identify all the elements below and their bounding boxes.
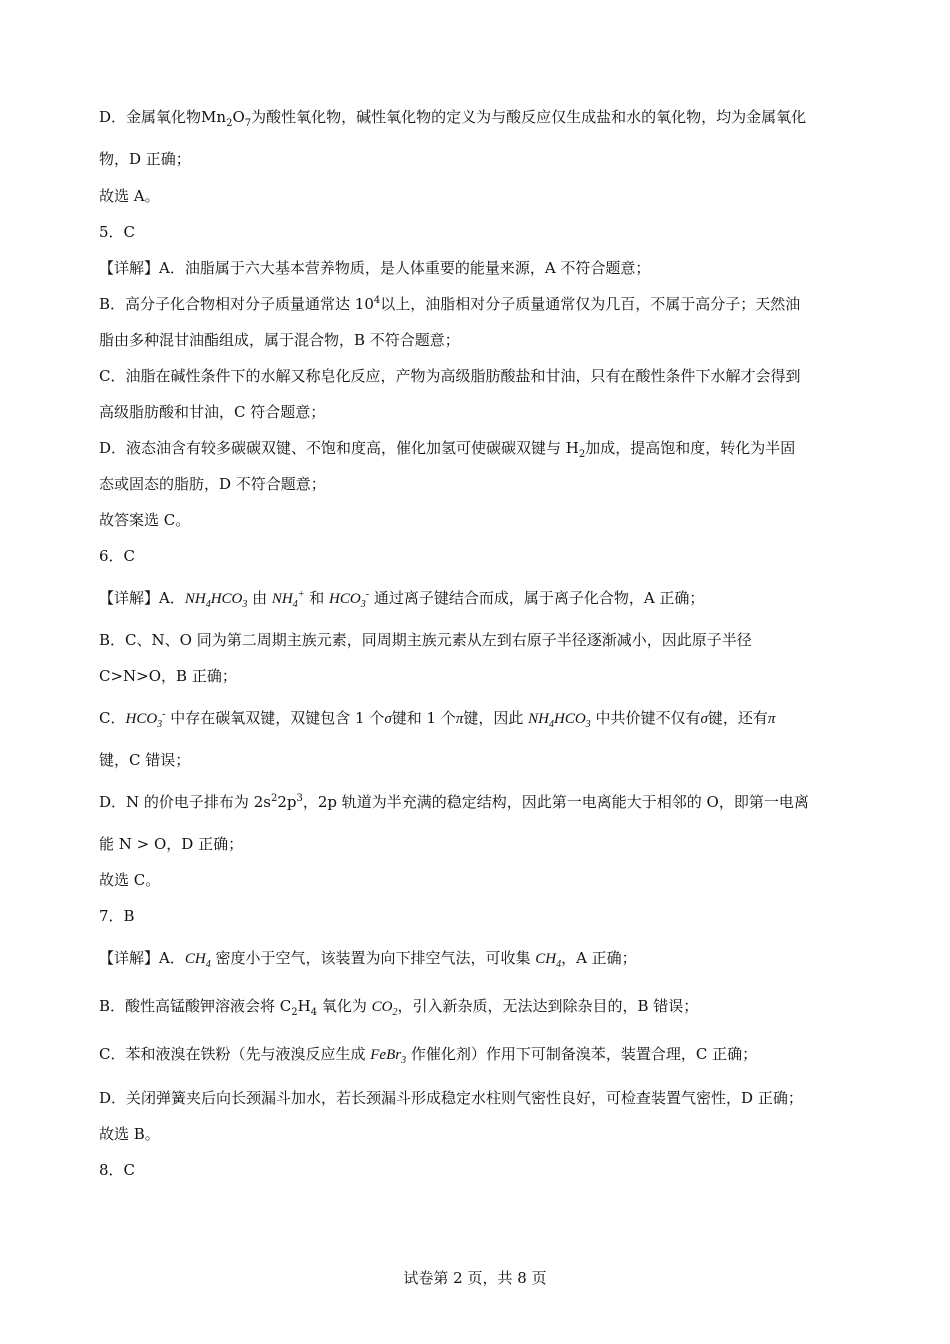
q7-option-c: C．苯和液溴在铁粉（先与液溴反应生成 FeBr$_3$ 作催化剂）作用下可制备溴苯，装置合理，C 正确； (99, 1045, 758, 1066)
q5-option-b-line2: 脂由多种混甘油酯组成，属于混合物，B 不符合题意； (99, 331, 460, 349)
q5-option-c-line2: 高级脂肪酸和甘油，C 符合题意； (99, 403, 326, 421)
q6-option-b-line2: C>N>O，B 正确； (99, 667, 237, 685)
q6-option-c-line2: 键，C 错误； (99, 751, 191, 769)
q7-number: 7．B (99, 907, 135, 925)
q6-conclusion: 故选 C。 (99, 871, 161, 889)
hco3-ion-formula: $HCO_3^-$ (329, 589, 370, 610)
nh4hco3-formula: $NH_4HCO_3$ (184, 591, 248, 610)
q5-option-d-line2: 态或固态的脂肪，D 不符合题意； (99, 475, 326, 493)
page-footer: 试卷第 2 页，共 8 页 (403, 1269, 547, 1287)
q6-option-c-line1: C．$HCO_3^-$ 中存在碳氧双键，双键包含 1 个σ键和 1 个π键，因此 $NH_4HCO_3$ 中共价键不仅有σ键，还有π (99, 709, 776, 730)
q5-number: 5．C (99, 223, 136, 241)
q6-option-b-line1: B．C、N、O 同为第二周期主族元素，同周期主族元素从左到右原子半径逐渐减小，因此原子半径 (99, 631, 752, 649)
q6-number: 6．C (99, 547, 136, 565)
mn2o7-formula: $Mn_2O_7$ (201, 108, 252, 129)
q7-conclusion: 故选 B。 (99, 1125, 160, 1143)
q6-option-d-line1: D．N 的价电子排布为 $2s^22p^3$，2p 轨道为半充满的稳定结构，因此第一电离能大于相邻的 O，即第一电离 (99, 793, 809, 811)
nh4-ion-formula: $NH_4^+$ (271, 589, 305, 610)
q6-option-d-line2: 能 N > O，D 正确； (99, 835, 244, 853)
q5-option-d-line1: D．液态油含有较多碳碳双键、不饱和度高，催化加氢可使碳碳双键与 $H_2$加成，提高饱和度，转化为半固 (99, 439, 796, 460)
q5-option-a: 【详解】A．油脂属于六大基本营养物质，是人体重要的能量来源，A 不符合题意； (99, 259, 651, 277)
q4-d-text-pre: D．金属氧化物 (99, 108, 202, 126)
q4-conclusion: 故选 A。 (99, 187, 160, 205)
q7-option-d: D．关闭弹簧夹后向长颈漏斗加水，若长颈漏斗形成稳定水柱则气密性良好，可检查装置气密性，D 正确； (99, 1089, 803, 1107)
q8-number: 8．C (99, 1161, 136, 1179)
q4-option-d-line2: 物，D 正确； (99, 150, 191, 168)
q4-option-d-line1 (99, 107, 862, 127)
q4-d-text-post: 为酸性氧化物，碱性氧化物的定义为与酸反应仅生成盐和水的氧化物，均为金属氧化 (251, 108, 807, 126)
q5-conclusion: 故答案选 C。 (99, 511, 191, 529)
q7-option-a: 【详解】A．$CH_4$ 密度小于空气，该装置为向下排空气法，可收集 $CH_4$，A 正确； (99, 949, 637, 970)
q5-option-b-line1: B．高分子化合物相对分子质量通常达 $10^4$以上，油脂相对分子质量通常仅为几百，不属于高分子；天然油 (99, 295, 801, 313)
q5-option-c-line1: C．油脂在碱性条件下的水解又称皂化反应，产物为高级脂肪酸盐和甘油，只有在酸性条件下水解才会得到 (99, 367, 801, 385)
q7-option-b: B．酸性高锰酸钾溶液会将 $C_2H_4$ 氧化为 $CO_2$，引入新杂质，无法达到除杂目的，B 错误； (99, 997, 699, 1018)
q6-option-a: 【详解】A．$NH_4HCO_3$ 由 $NH_4^+$ 和 $HCO_3^-$ 通过离子键结合而成，属于离子化合物，A 正确； (99, 589, 705, 610)
